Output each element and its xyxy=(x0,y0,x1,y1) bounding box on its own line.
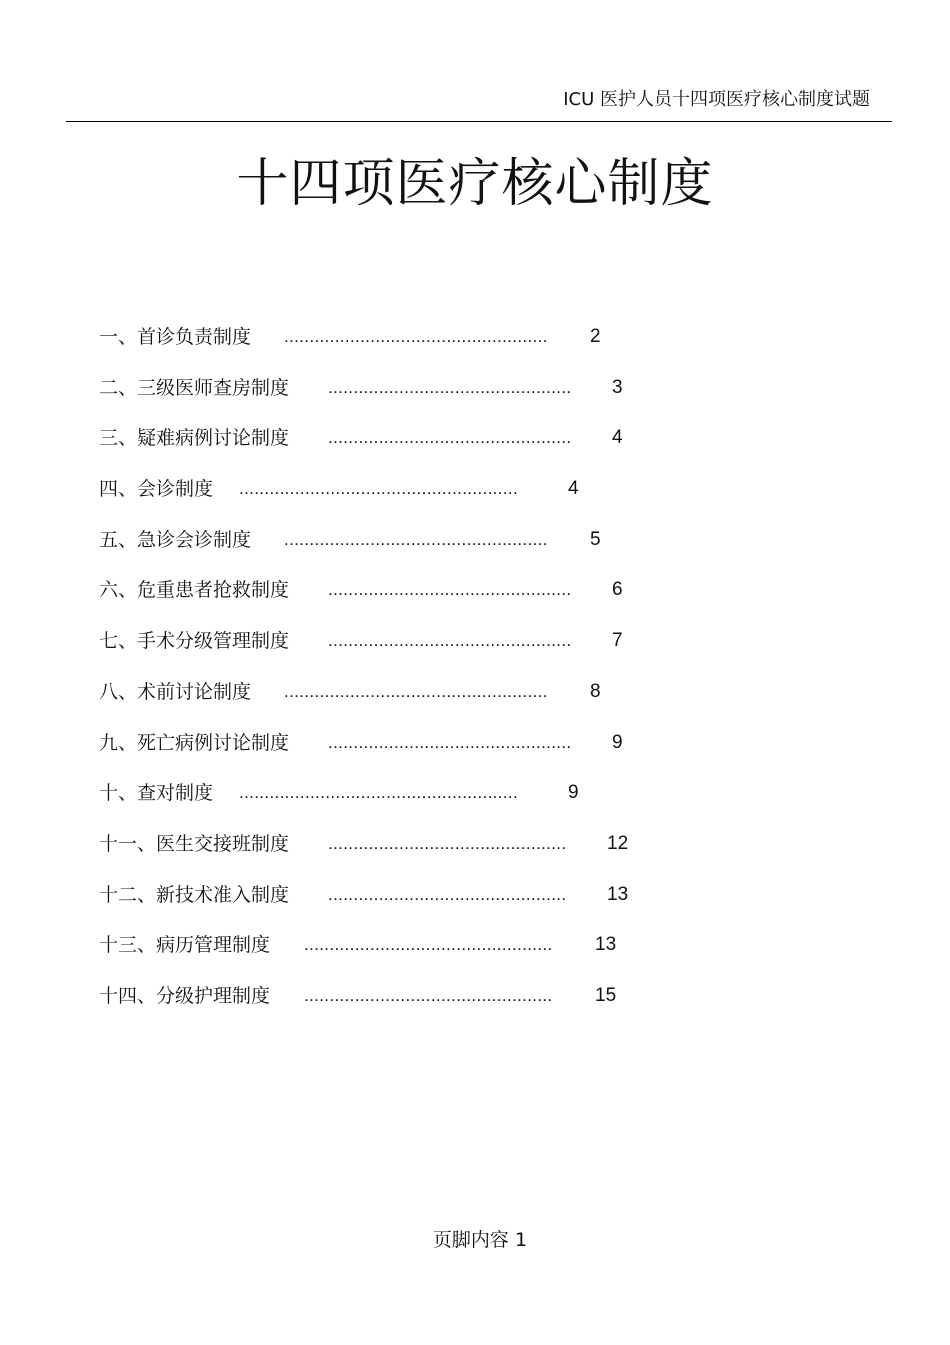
toc-page-number: 4 xyxy=(612,427,623,449)
toc-dot-leader: .................................................... xyxy=(284,681,548,701)
toc-entry-label: 七、手术分级管理制度 xyxy=(99,630,290,653)
toc-entry[interactable] xyxy=(99,679,719,730)
toc-dot-leader: ................................................ xyxy=(328,631,572,651)
toc-entry[interactable] xyxy=(99,577,719,628)
toc-entry[interactable] xyxy=(99,375,719,426)
toc-page-number: 9 xyxy=(568,782,579,804)
toc-dot-leader: ............................................... xyxy=(328,884,567,904)
toc-entry-label: 六、危重患者抢救制度 xyxy=(99,579,290,602)
toc-page-number: 2 xyxy=(590,326,601,347)
toc-page-number: 13 xyxy=(607,883,629,905)
toc-page-number: 4 xyxy=(568,478,579,500)
toc-entry-label: 九、死亡病例讨论制度 xyxy=(99,731,290,754)
toc-entry[interactable] xyxy=(99,932,719,983)
toc-page-number: 6 xyxy=(612,579,623,601)
toc-entry-label: 十三、病历管理制度 xyxy=(99,934,271,957)
toc-page-number: 9 xyxy=(612,731,623,753)
toc-dot-leader: ............................................... xyxy=(328,833,567,853)
toc-entry[interactable] xyxy=(99,730,719,781)
page-footer: 页脚内容 1 xyxy=(432,1229,528,1251)
toc-dot-leader: ................................................ xyxy=(328,428,572,448)
toc-dot-leader: ................................................ xyxy=(328,377,572,397)
toc-entry[interactable] xyxy=(99,527,719,578)
toc-page-number: 5 xyxy=(590,528,601,550)
toc-entry-label: 四、会诊制度 xyxy=(99,478,214,501)
header-divider xyxy=(66,121,892,122)
toc-dot-leader: ....................................................... xyxy=(239,479,519,499)
toc-entry[interactable] xyxy=(99,324,719,375)
document-title: 十四项医疗核心制度 xyxy=(236,154,714,214)
toc-dot-leader: ....................................................... xyxy=(239,783,519,803)
toc-entry[interactable] xyxy=(99,628,719,679)
toc-entry-label: 五、急诊会诊制度 xyxy=(99,528,252,551)
toc-page-number: 13 xyxy=(595,934,617,956)
toc-entry-label: 十二、新技术准入制度 xyxy=(99,883,290,906)
toc-entry-label: 一、首诊负责制度 xyxy=(99,326,252,348)
toc-entry[interactable] xyxy=(99,831,719,882)
toc-entry-label: 十、查对制度 xyxy=(99,782,214,805)
toc-entry-label: 三、疑难病例讨论制度 xyxy=(99,427,290,450)
toc-dot-leader: ................................................ xyxy=(328,580,572,600)
toc-dot-leader: ................................................. xyxy=(304,935,553,955)
toc-dot-leader: .................................................... xyxy=(284,327,548,346)
toc-page-number: 12 xyxy=(607,832,629,854)
toc-page-number: 8 xyxy=(590,680,601,702)
toc-entry[interactable] xyxy=(99,780,719,831)
toc-entry[interactable] xyxy=(99,476,719,527)
toc-entry-label: 二、三级医师查房制度 xyxy=(99,376,290,399)
toc-entry-label: 十四、分级护理制度 xyxy=(99,984,271,1007)
toc-entry[interactable] xyxy=(99,983,719,1034)
running-header: ICU 医护人员十四项医疗核心制度试题 xyxy=(563,89,870,110)
toc-entry[interactable] xyxy=(99,425,719,476)
toc-dot-leader: ................................................ xyxy=(328,732,572,752)
toc-entry-label: 十一、医生交接班制度 xyxy=(99,832,290,855)
toc-dot-leader: ................................................. xyxy=(304,985,553,1005)
table-of-contents xyxy=(99,324,719,1034)
toc-page-number: 7 xyxy=(612,630,623,652)
toc-entry-label: 八、术前讨论制度 xyxy=(99,680,252,703)
toc-page-number: 15 xyxy=(595,984,617,1006)
toc-page-number: 3 xyxy=(612,376,623,398)
toc-dot-leader: .................................................... xyxy=(284,529,548,549)
toc-entry[interactable] xyxy=(99,882,719,933)
